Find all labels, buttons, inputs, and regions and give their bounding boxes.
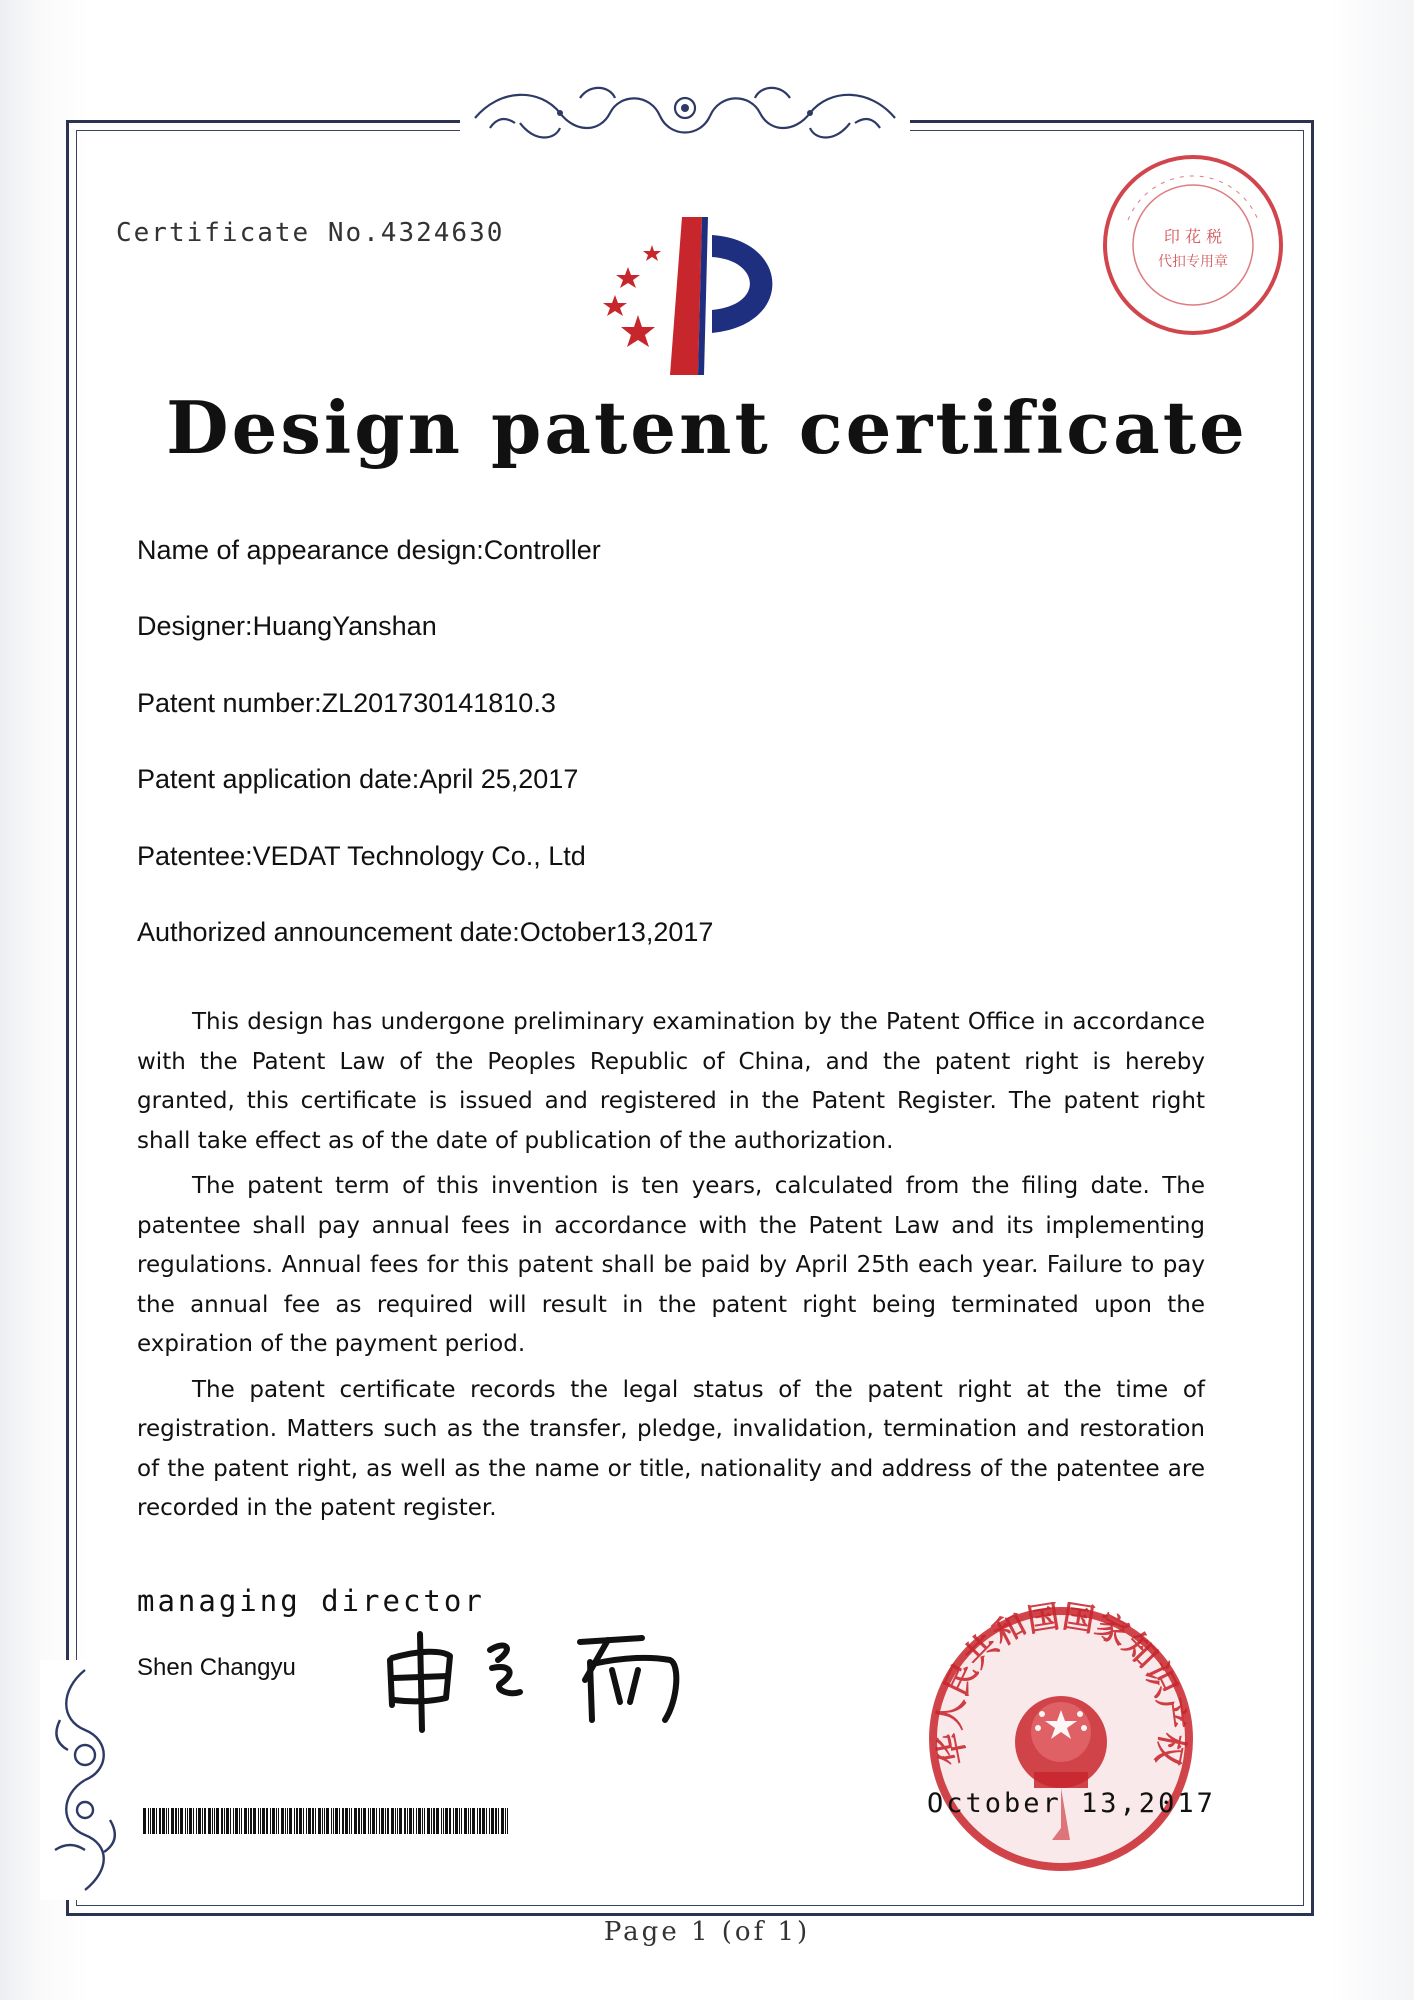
issue-date: October 13,2017	[927, 1788, 1216, 1819]
corner-ornament	[40, 1660, 130, 1900]
field-value: April 25,2017	[419, 764, 579, 794]
certificate-title: Design patent certificate	[166, 385, 1248, 470]
top-ornament	[460, 78, 910, 158]
field-value: VEDAT Technology Co., Ltd	[252, 841, 586, 871]
page-indicator: Page 1 (of 1)	[603, 1917, 811, 1947]
field-patentee	[137, 841, 586, 872]
barcode	[143, 1808, 511, 1834]
svg-text:印 花 税: 印 花 税	[1163, 227, 1223, 246]
field-label: Name of appearance design:	[137, 535, 484, 565]
paragraph-term: The patent term of this invention is ten years, calculated from the filing date. The patentee shall pay annual fees in accordance with the Patent Law and its implementing regulations. Annual fees for this patent shall be paid by April 25th each year. Failure to pay the annual fee as required will result in the patent right being terminated upon the expiration of the payment period.	[137, 1173, 1205, 1357]
field-application-date	[137, 764, 578, 795]
field-label: Designer:	[137, 611, 253, 641]
field-value: HuangYanshan	[252, 611, 437, 641]
field-patent-number	[137, 688, 556, 719]
field-design-name	[137, 535, 601, 566]
certificate-body	[137, 1003, 1205, 1535]
svg-text:代扣专用章: 代扣专用章	[1158, 254, 1228, 270]
field-value: October13,2017	[519, 917, 714, 947]
certificate-number: Certificate No.4324630	[116, 218, 505, 248]
paragraph-records: The patent certificate records the legal status of the patent right at the time of registration. Matters such as the transfer, pledge, invalidation, termination and restoration of the patent right, as well as the name or title, nationality and address of the patentee are recorded in the patent register.	[137, 1376, 1205, 1521]
signatory-title: managing director	[137, 1584, 485, 1618]
field-value: ZL201730141810.3	[321, 688, 556, 718]
field-value: Controller	[483, 535, 601, 565]
handwritten-signature	[380, 1620, 700, 1735]
field-label: Patentee:	[137, 841, 253, 871]
paragraph-grant: This design has undergone preliminary examination by the Patent Office in accordance with the Patent Law of the Peoples Republic of China, and the patent right is hereby granted, this certificate is issued and registered in the Patent Register. The patent right shall take effect as of the date of publication of the authorization.	[137, 1009, 1205, 1154]
field-label: Patent application date:	[137, 764, 420, 794]
patent-office-logo	[570, 205, 800, 375]
field-announcement-date	[137, 917, 713, 948]
field-label: Patent number:	[137, 688, 322, 718]
seal-text: 华人民共和国国家知识产权	[930, 1602, 1192, 1769]
tax-seal-stamp	[1098, 150, 1288, 340]
field-designer	[137, 611, 437, 642]
field-label: Authorized announcement date:	[137, 917, 520, 947]
official-seal-stamp	[924, 1602, 1198, 1876]
signatory-name: Shen Changyu	[137, 1654, 296, 1681]
